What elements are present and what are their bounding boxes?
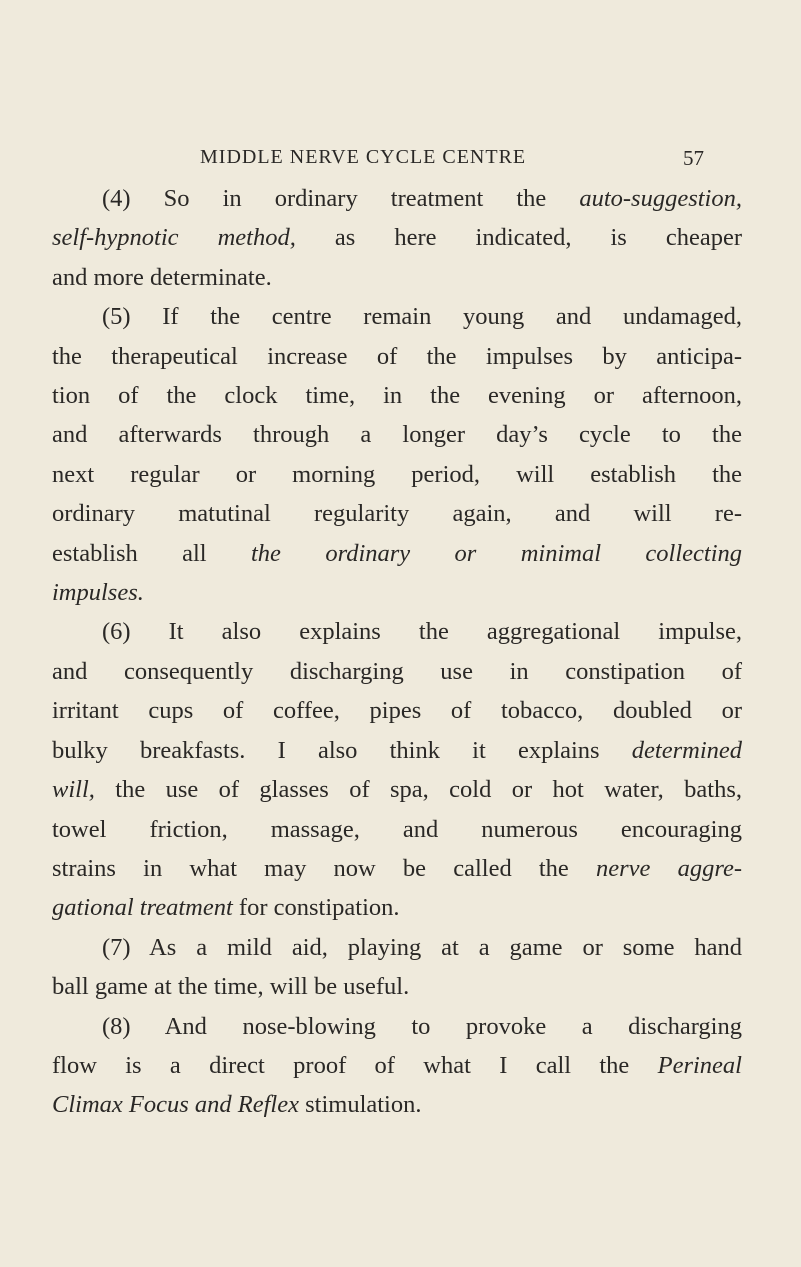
- text-line: [52, 731, 742, 770]
- paragraph-5: [52, 297, 742, 612]
- text-line: [52, 888, 742, 927]
- text-line: (7) As a mild aid, playing at a game or some hand: [102, 933, 742, 961]
- italic-run: gational treatment: [52, 894, 233, 922]
- text-line: [52, 770, 742, 809]
- paragraph-8: [52, 1007, 742, 1125]
- text-line: [52, 1085, 742, 1124]
- text-line: towel friction, massage, and numerous encouraging: [52, 815, 742, 843]
- text-line: irritant cups of coffee, pipes of tobacco, doubled or: [52, 697, 742, 725]
- text-run: flow is a direct proof of what I call the: [52, 1051, 658, 1079]
- italic-run: Climax Focus and Reflex: [52, 1091, 299, 1119]
- text-line: tion of the clock time, in the evening or afternoon,: [52, 382, 742, 410]
- text-run: the use of glasses of spa, cold or hot water, baths,: [94, 776, 742, 804]
- page-number: 57: [683, 146, 704, 170]
- text-line: next regular or morning period, will establish the: [52, 460, 742, 488]
- text-line: and more determinate.: [52, 263, 272, 291]
- italic-run: self-hypnotic method,: [52, 224, 296, 252]
- italic-run: will,: [52, 776, 95, 804]
- paragraph-4: [52, 179, 742, 297]
- text-line: (8) And nose-blowing to provoke a discharging: [102, 1012, 742, 1040]
- text-line: the therapeutical increase of the impulses by anticipa-: [52, 342, 742, 370]
- text-line: ball game at the time, will be useful.: [52, 973, 410, 1001]
- text-run: strains in what may now be called the: [52, 854, 596, 882]
- text-run: as here indicated, is cheaper: [295, 224, 743, 252]
- text-run: (4) So in ordinary treatment the: [102, 185, 580, 212]
- running-head: MIDDLE NERVE CYCLE CENTRE: [200, 146, 527, 168]
- italic-run: Perineal: [657, 1051, 742, 1079]
- text-line: [52, 1046, 742, 1085]
- text-run: bulky breakfasts. I also think it explains: [52, 736, 632, 764]
- text-line: [52, 179, 742, 218]
- text-line: [52, 849, 742, 888]
- paragraph-6: [52, 612, 742, 927]
- text-line: ordinary matutinal regularity again, and will re-: [52, 500, 742, 528]
- text-line: [52, 573, 742, 612]
- italic-run: determined: [631, 736, 742, 764]
- text-run: stimulation.: [298, 1091, 422, 1119]
- italic-run: nerve aggre-: [595, 854, 742, 882]
- text-line: [52, 534, 742, 573]
- italic-run: auto-suggestion,: [579, 185, 742, 212]
- text-line: (5) If the centre remain young and undamaged,: [102, 303, 742, 331]
- paragraph-7: [52, 928, 742, 1007]
- text-line: and afterwards through a longer day’s cycle to the: [52, 421, 742, 449]
- text-line: and consequently discharging use in constipation of: [52, 657, 742, 685]
- italic-run: impulses.: [52, 579, 144, 607]
- body-text: [52, 179, 742, 1125]
- text-run: establish all: [52, 539, 251, 567]
- text-run: for constipation.: [232, 894, 400, 922]
- text-line: [52, 218, 742, 257]
- text-line: (6) It also explains the aggregational impulse,: [102, 618, 742, 646]
- italic-run: the ordinary or minimal collecting: [251, 539, 742, 567]
